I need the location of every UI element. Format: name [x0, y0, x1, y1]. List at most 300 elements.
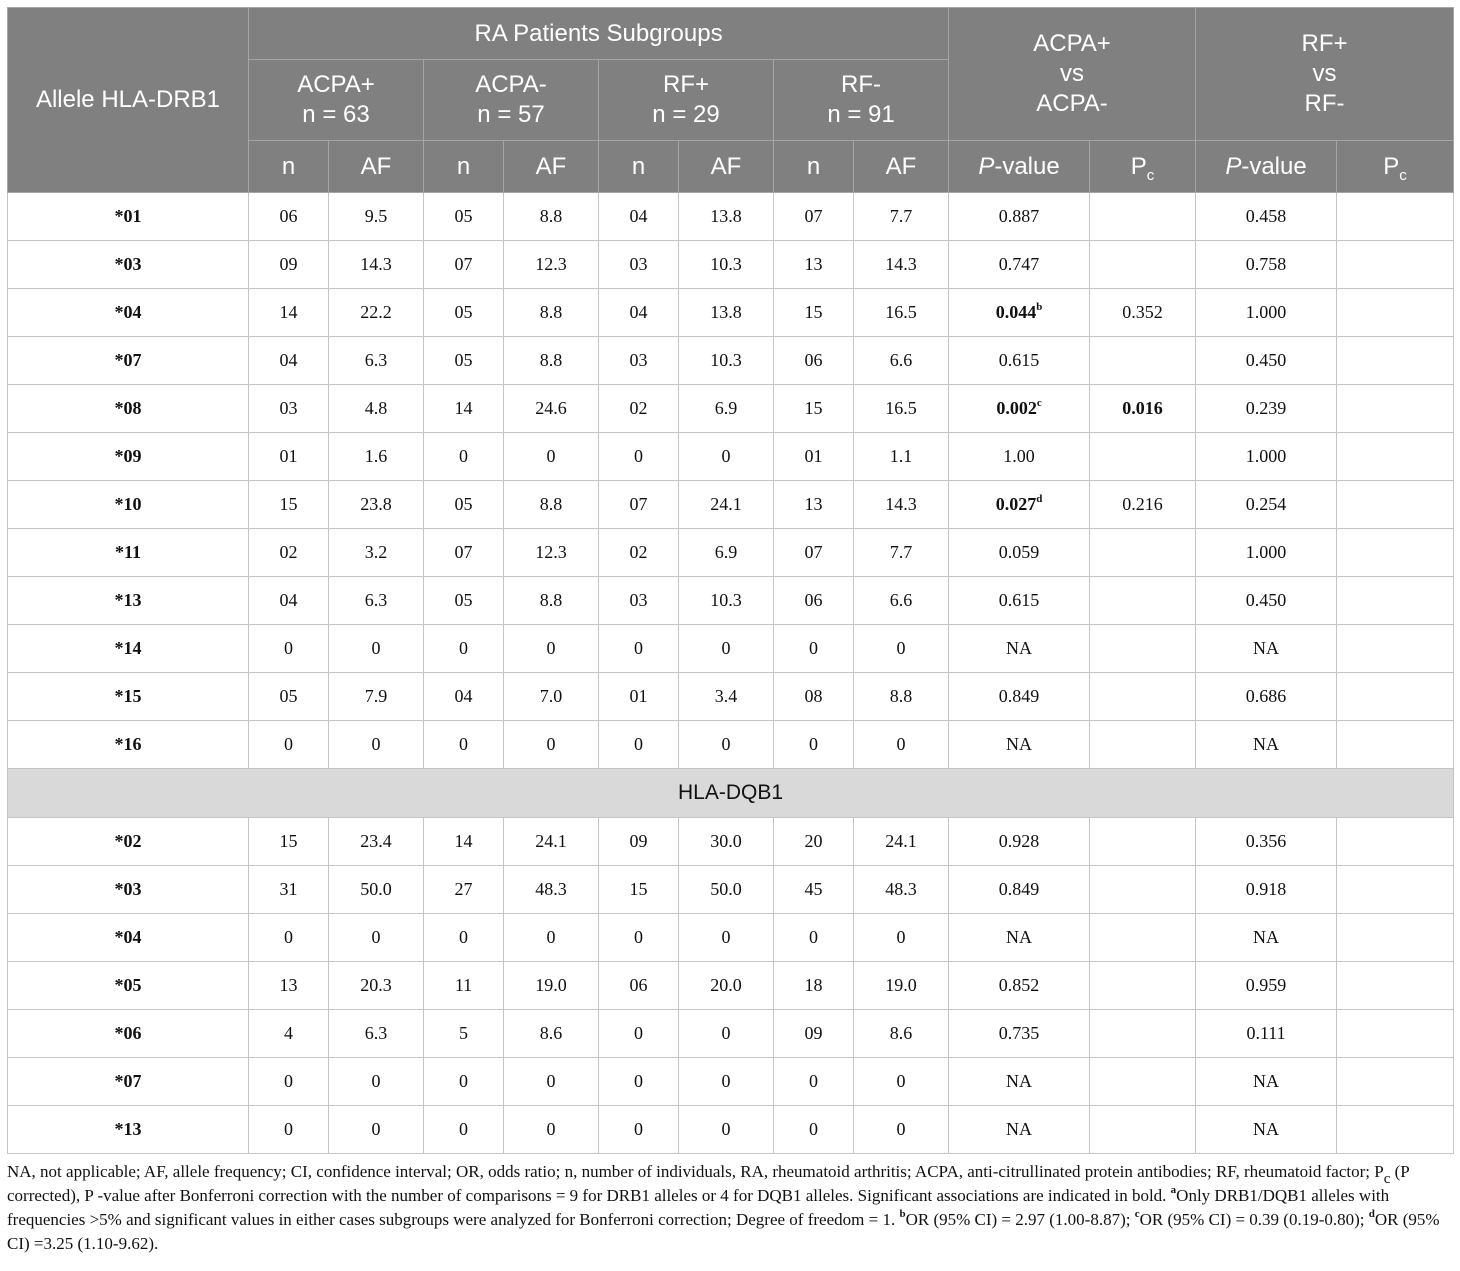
- count-cell: 0: [774, 1106, 854, 1154]
- allele-cell: *14: [8, 625, 249, 673]
- af-cell: 16.5: [854, 289, 949, 337]
- allele-cell: *05: [8, 962, 249, 1010]
- af-cell: 8.8: [504, 481, 599, 529]
- table-row: [8, 1010, 1454, 1058]
- group-header: [774, 60, 949, 141]
- table-row: [8, 337, 1454, 385]
- acpa-pc-cell: [1090, 1058, 1196, 1106]
- rf-pc-cell: [1337, 1106, 1454, 1154]
- af-cell: 6.3: [329, 577, 424, 625]
- p-italic: P: [1225, 152, 1242, 180]
- af-cell: 6.6: [854, 337, 949, 385]
- count-cell: 0: [774, 721, 854, 769]
- table-row: [8, 241, 1454, 289]
- af-cell: 0: [329, 625, 424, 673]
- count-cell: 0: [599, 1010, 679, 1058]
- acpa-pc-cell: 0.216: [1090, 481, 1196, 529]
- acpa-pc-cell: [1090, 1106, 1196, 1154]
- count-cell: 0: [599, 1058, 679, 1106]
- count-cell: 05: [424, 577, 504, 625]
- af-cell: 0: [854, 721, 949, 769]
- count-cell: 0: [249, 1106, 329, 1154]
- acpa-p-value-cell: 0.735: [949, 1010, 1090, 1058]
- rf-pc-cell: [1337, 193, 1454, 241]
- rf-p-value-cell: NA: [1196, 721, 1337, 769]
- group-count: n = 29: [652, 101, 720, 128]
- acpa-pc-cell: [1090, 529, 1196, 577]
- table-row: [8, 433, 1454, 481]
- count-cell: 0: [599, 625, 679, 673]
- group-header: [249, 60, 424, 141]
- count-cell: 0: [424, 914, 504, 962]
- section-title: HLA-DQB1: [8, 769, 1454, 818]
- rf-p-value-cell: 0.239: [1196, 385, 1337, 433]
- table-row: [8, 818, 1454, 866]
- rf-pc-cell: [1337, 481, 1454, 529]
- acpa-pc-cell: [1090, 433, 1196, 481]
- rf-pc-cell: [1337, 673, 1454, 721]
- pc-column-header: [1337, 141, 1454, 193]
- count-cell: 0: [249, 721, 329, 769]
- table-row: [8, 577, 1454, 625]
- af-cell: 23.8: [329, 481, 424, 529]
- af-cell: 0: [504, 1106, 599, 1154]
- af-cell: 50.0: [679, 866, 774, 914]
- af-cell: 0: [679, 1058, 774, 1106]
- count-cell: 13: [249, 962, 329, 1010]
- af-cell: 8.6: [854, 1010, 949, 1058]
- rf-pc-cell: [1337, 818, 1454, 866]
- pc-sub: c: [1146, 166, 1155, 184]
- allele-cell: *07: [8, 337, 249, 385]
- acpa-pc-significant: 0.016: [1122, 398, 1163, 418]
- allele-cell: *16: [8, 721, 249, 769]
- acpa-pc-cell: [1090, 577, 1196, 625]
- count-cell: 27: [424, 866, 504, 914]
- count-cell: 15: [249, 481, 329, 529]
- table-row: [8, 1106, 1454, 1154]
- acpa-p-value-significant: 0.027: [995, 494, 1037, 514]
- table-row: [8, 193, 1454, 241]
- count-cell: 03: [599, 337, 679, 385]
- count-cell: 0: [424, 721, 504, 769]
- allele-cell: *02: [8, 818, 249, 866]
- count-cell: 05: [424, 289, 504, 337]
- count-cell: 0: [424, 625, 504, 673]
- af-cell: 3.2: [329, 529, 424, 577]
- af-cell: 0: [679, 625, 774, 673]
- count-cell: 15: [599, 866, 679, 914]
- af-column-header: AF: [854, 141, 949, 193]
- af-cell: 7.0: [504, 673, 599, 721]
- acpa-p-value-cell: 0.852: [949, 962, 1090, 1010]
- footnote-marker: d: [1036, 493, 1043, 505]
- af-cell: 50.0: [329, 866, 424, 914]
- af-cell: 10.3: [679, 577, 774, 625]
- rf-p-value-cell: NA: [1196, 914, 1337, 962]
- af-cell: 24.1: [679, 481, 774, 529]
- allele-cell: *03: [8, 866, 249, 914]
- rf-p-value-cell: NA: [1196, 1058, 1337, 1106]
- rf-pc-cell: [1337, 241, 1454, 289]
- count-cell: 06: [774, 337, 854, 385]
- af-cell: 12.3: [504, 529, 599, 577]
- allele-column-header: Allele HLA-DRB1: [8, 8, 249, 193]
- count-cell: 09: [774, 1010, 854, 1058]
- count-cell: 01: [774, 433, 854, 481]
- count-cell: 14: [424, 385, 504, 433]
- rf-p-value-cell: 0.356: [1196, 818, 1337, 866]
- rf-pc-cell: [1337, 721, 1454, 769]
- acpa-p-value-cell: NA: [949, 914, 1090, 962]
- count-cell: 05: [249, 673, 329, 721]
- af-cell: 16.5: [854, 385, 949, 433]
- af-cell: 7.7: [854, 529, 949, 577]
- af-cell: 10.3: [679, 337, 774, 385]
- af-cell: 14.3: [329, 241, 424, 289]
- acpa-p-value-cell: NA: [949, 1106, 1090, 1154]
- table-header: [8, 8, 1454, 193]
- n-column-header: n: [774, 141, 854, 193]
- af-cell: 0: [854, 914, 949, 962]
- count-cell: 04: [599, 193, 679, 241]
- count-cell: 0: [249, 914, 329, 962]
- p-rest: -value: [994, 152, 1060, 180]
- af-cell: 19.0: [504, 962, 599, 1010]
- count-cell: 02: [599, 385, 679, 433]
- count-cell: 07: [599, 481, 679, 529]
- acpa-p-value-cell: NA: [949, 625, 1090, 673]
- table-row: [8, 866, 1454, 914]
- count-cell: 03: [599, 241, 679, 289]
- count-cell: 15: [774, 289, 854, 337]
- af-cell: 8.8: [854, 673, 949, 721]
- acpa-p-value-significant: 0.002: [996, 398, 1037, 418]
- count-cell: 13: [774, 241, 854, 289]
- count-cell: 0: [599, 433, 679, 481]
- count-cell: 07: [774, 529, 854, 577]
- acpa-pc-cell: [1090, 818, 1196, 866]
- count-cell: 0: [249, 625, 329, 673]
- allele-cell: *13: [8, 577, 249, 625]
- acpa-p-value-cell: 0.615: [949, 577, 1090, 625]
- af-cell: 13.8: [679, 193, 774, 241]
- n-column-header: n: [424, 141, 504, 193]
- count-cell: 06: [249, 193, 329, 241]
- pc-main: P: [1383, 152, 1400, 180]
- count-cell: 0: [424, 433, 504, 481]
- acpa-pc-cell: [1090, 1010, 1196, 1058]
- allele-cell: *06: [8, 1010, 249, 1058]
- af-cell: 48.3: [504, 866, 599, 914]
- af-cell: 7.9: [329, 673, 424, 721]
- af-cell: 8.6: [504, 1010, 599, 1058]
- count-cell: 0: [774, 1058, 854, 1106]
- count-cell: 31: [249, 866, 329, 914]
- af-cell: 0: [329, 1058, 424, 1106]
- rf-p-value-cell: 0.918: [1196, 866, 1337, 914]
- acpa-p-value-cell: NA: [949, 1058, 1090, 1106]
- af-cell: 0: [679, 721, 774, 769]
- allele-cell: *04: [8, 914, 249, 962]
- rf-pc-cell: [1337, 1058, 1454, 1106]
- rf-pc-cell: [1337, 289, 1454, 337]
- group-count: n = 91: [827, 101, 895, 128]
- count-cell: 15: [249, 818, 329, 866]
- table-row: [8, 625, 1454, 673]
- af-cell: 0: [854, 1058, 949, 1106]
- rf-pc-cell: [1337, 914, 1454, 962]
- rf-p-value-cell: 1.000: [1196, 433, 1337, 481]
- count-cell: 0: [424, 1058, 504, 1106]
- rf-pc-cell: [1337, 529, 1454, 577]
- count-cell: 09: [249, 241, 329, 289]
- table-body: [8, 193, 1454, 1154]
- count-cell: 0: [774, 914, 854, 962]
- group-name: ACPA+: [297, 71, 375, 98]
- af-cell: 8.8: [504, 337, 599, 385]
- group-name: ACPA-: [475, 71, 547, 98]
- pc-column-header: [1090, 141, 1196, 193]
- table-footnote: NA, not applicable; AF, allele frequency; CI, confidence interval; OR, odds ratio; n, number of individuals, RA, rheumatoid arthritis; ACPA, anti-citrullinated protein antibodies; RF, rheumatoid factor; $P_c$ (P corrected), P -value after Bonferroni correction with the number of comparisons = 9 for DRB1 alleles or 4 for DQB1 alleles. Significant associations are indicated in bold. $^a$Only DRB1/DQB1 alleles with frequencies >5% and significant values in either cases subgroups were analyzed for Bonferroni correction; Degree of freedom = 1. $^b$OR (95% CI) = 2.97 (1.00-8.87); $^c$OR (95% CI) = 0.39 (0.19-0.80); $^d$OR (95% CI) =3.25 (1.10-9.62).: [7, 1162, 1440, 1253]
- allele-cell: *15: [8, 673, 249, 721]
- af-cell: 0: [504, 914, 599, 962]
- count-cell: 15: [774, 385, 854, 433]
- af-cell: 14.3: [854, 241, 949, 289]
- rf-p-value-cell: NA: [1196, 1106, 1337, 1154]
- count-cell: 07: [424, 529, 504, 577]
- af-cell: 0: [329, 914, 424, 962]
- af-cell: 20.0: [679, 962, 774, 1010]
- af-cell: 6.6: [854, 577, 949, 625]
- count-cell: 14: [249, 289, 329, 337]
- af-cell: 0: [679, 914, 774, 962]
- af-cell: 0: [504, 433, 599, 481]
- rf-pc-cell: [1337, 1010, 1454, 1058]
- count-cell: 05: [424, 481, 504, 529]
- acpa-p-value-cell: 0.887: [949, 193, 1090, 241]
- footnote-marker: c: [1036, 397, 1042, 409]
- count-cell: 0: [424, 1106, 504, 1154]
- count-cell: 06: [599, 962, 679, 1010]
- table-row: [8, 1058, 1454, 1106]
- af-cell: 10.3: [679, 241, 774, 289]
- n-column-header: n: [599, 141, 679, 193]
- count-cell: 0: [249, 1058, 329, 1106]
- count-cell: 06: [774, 577, 854, 625]
- rf-pc-cell: [1337, 962, 1454, 1010]
- rf-pc-cell: [1337, 337, 1454, 385]
- rf-pc-cell: [1337, 385, 1454, 433]
- acpa-pc-cell: 0.352: [1090, 289, 1196, 337]
- p-rest: -value: [1241, 152, 1307, 180]
- table-row: [8, 529, 1454, 577]
- p-value-column-header: [949, 141, 1090, 193]
- acpa-pc-cell: [1090, 193, 1196, 241]
- rf-pc-cell: [1337, 577, 1454, 625]
- af-cell: 0: [679, 1010, 774, 1058]
- acpa-p-value-cell: 0.849: [949, 866, 1090, 914]
- count-cell: 02: [599, 529, 679, 577]
- table-container: [7, 7, 1453, 1256]
- af-cell: 8.8: [504, 577, 599, 625]
- af-column-header: AF: [329, 141, 424, 193]
- rf-p-value-cell: 0.959: [1196, 962, 1337, 1010]
- af-cell: 8.8: [504, 289, 599, 337]
- acpa-pc-cell: [1090, 914, 1196, 962]
- rf-p-value-cell: 1.000: [1196, 529, 1337, 577]
- allele-cell: *04: [8, 289, 249, 337]
- rf-p-value-cell: 1.000: [1196, 289, 1337, 337]
- af-cell: 7.7: [854, 193, 949, 241]
- table-row: [8, 385, 1454, 433]
- af-cell: 24.1: [854, 818, 949, 866]
- acpa-pc-cell: [1090, 241, 1196, 289]
- count-cell: 03: [599, 577, 679, 625]
- group-count: n = 63: [302, 101, 370, 128]
- acpa-p-value-cell: 0.747: [949, 241, 1090, 289]
- af-cell: 12.3: [504, 241, 599, 289]
- table-row: [8, 289, 1454, 337]
- count-cell: 0: [774, 625, 854, 673]
- count-cell: 03: [249, 385, 329, 433]
- af-cell: 6.3: [329, 337, 424, 385]
- footnote-marker: b: [1036, 301, 1043, 313]
- count-cell: 11: [424, 962, 504, 1010]
- acpa-pc-cell: [1090, 625, 1196, 673]
- table-row: [8, 481, 1454, 529]
- af-cell: 0: [679, 1106, 774, 1154]
- af-column-header: AF: [679, 141, 774, 193]
- af-cell: 30.0: [679, 818, 774, 866]
- count-cell: 04: [249, 337, 329, 385]
- count-cell: 0: [599, 721, 679, 769]
- acpa-pc-cell: [1090, 337, 1196, 385]
- group-name: RF+: [662, 71, 709, 98]
- rf-p-value-cell: NA: [1196, 625, 1337, 673]
- rf-p-value-cell: 0.758: [1196, 241, 1337, 289]
- acpa-p-value-cell: 0.849: [949, 673, 1090, 721]
- acpa-p-value-cell: [949, 385, 1090, 433]
- pc-sub: c: [1399, 166, 1407, 184]
- table-row: [8, 721, 1454, 769]
- af-cell: 24.1: [504, 818, 599, 866]
- table-row: [8, 914, 1454, 962]
- pc-main: P: [1130, 152, 1147, 180]
- count-cell: 04: [424, 673, 504, 721]
- af-cell: 1.1: [854, 433, 949, 481]
- count-cell: 18: [774, 962, 854, 1010]
- count-cell: 04: [249, 577, 329, 625]
- group-name: RF-: [841, 71, 881, 98]
- acpa-p-value-cell: 1.00: [949, 433, 1090, 481]
- p-value-column-header: [1196, 141, 1337, 193]
- rf-comparison-header: RF+ vs RF-: [1196, 8, 1454, 141]
- acpa-pc-cell: [1090, 866, 1196, 914]
- rf-pc-cell: [1337, 866, 1454, 914]
- af-cell: 0: [504, 1058, 599, 1106]
- table-row: [8, 673, 1454, 721]
- af-cell: 20.3: [329, 962, 424, 1010]
- af-cell: 6.9: [679, 529, 774, 577]
- count-cell: 4: [249, 1010, 329, 1058]
- count-cell: 01: [249, 433, 329, 481]
- acpa-p-value-cell: NA: [949, 721, 1090, 769]
- group-header: [599, 60, 774, 141]
- section-row: [8, 769, 1454, 818]
- count-cell: 13: [774, 481, 854, 529]
- acpa-p-value-cell: 0.615: [949, 337, 1090, 385]
- af-cell: 13.8: [679, 289, 774, 337]
- af-cell: 0: [504, 721, 599, 769]
- af-cell: 1.6: [329, 433, 424, 481]
- acpa-pc-cell: [1090, 721, 1196, 769]
- count-cell: 04: [599, 289, 679, 337]
- allele-cell: *01: [8, 193, 249, 241]
- count-cell: 05: [424, 337, 504, 385]
- count-cell: 09: [599, 818, 679, 866]
- allele-cell: *03: [8, 241, 249, 289]
- allele-cell: *08: [8, 385, 249, 433]
- rf-pc-cell: [1337, 625, 1454, 673]
- rf-p-value-cell: 0.686: [1196, 673, 1337, 721]
- acpa-pc-cell: [1090, 962, 1196, 1010]
- af-cell: 8.8: [504, 193, 599, 241]
- af-cell: 3.4: [679, 673, 774, 721]
- p-italic: P: [978, 152, 995, 180]
- af-cell: 6.9: [679, 385, 774, 433]
- rf-p-value-cell: 0.458: [1196, 193, 1337, 241]
- acpa-pc-cell: [1090, 385, 1196, 433]
- count-cell: 07: [424, 241, 504, 289]
- rf-p-value-cell: 0.111: [1196, 1010, 1337, 1058]
- rf-p-value-cell: 0.450: [1196, 337, 1337, 385]
- af-column-header: AF: [504, 141, 599, 193]
- acpa-p-value-cell: 0.059: [949, 529, 1090, 577]
- af-cell: 48.3: [854, 866, 949, 914]
- count-cell: 01: [599, 673, 679, 721]
- group-count: n = 57: [477, 101, 545, 128]
- count-cell: 0: [599, 1106, 679, 1154]
- acpa-pc-cell: [1090, 673, 1196, 721]
- allele-cell: *07: [8, 1058, 249, 1106]
- subgroups-header: RA Patients Subgroups: [249, 8, 949, 60]
- hla-allele-table: [7, 7, 1454, 1154]
- n-column-header: n: [249, 141, 329, 193]
- allele-cell: *10: [8, 481, 249, 529]
- rf-p-value-cell: 0.254: [1196, 481, 1337, 529]
- count-cell: 45: [774, 866, 854, 914]
- af-cell: 19.0: [854, 962, 949, 1010]
- group-header: [424, 60, 599, 141]
- af-cell: 14.3: [854, 481, 949, 529]
- count-cell: 0: [599, 914, 679, 962]
- acpa-p-value-cell: [949, 289, 1090, 337]
- af-cell: 24.6: [504, 385, 599, 433]
- count-cell: 05: [424, 193, 504, 241]
- count-cell: 08: [774, 673, 854, 721]
- count-cell: 14: [424, 818, 504, 866]
- af-cell: 0: [329, 721, 424, 769]
- af-cell: 0: [504, 625, 599, 673]
- af-cell: 9.5: [329, 193, 424, 241]
- acpa-p-value-significant: 0.044: [995, 302, 1037, 322]
- acpa-p-value-cell: [949, 481, 1090, 529]
- allele-cell: *13: [8, 1106, 249, 1154]
- af-cell: 6.3: [329, 1010, 424, 1058]
- rf-pc-cell: [1337, 433, 1454, 481]
- rf-p-value-cell: 0.450: [1196, 577, 1337, 625]
